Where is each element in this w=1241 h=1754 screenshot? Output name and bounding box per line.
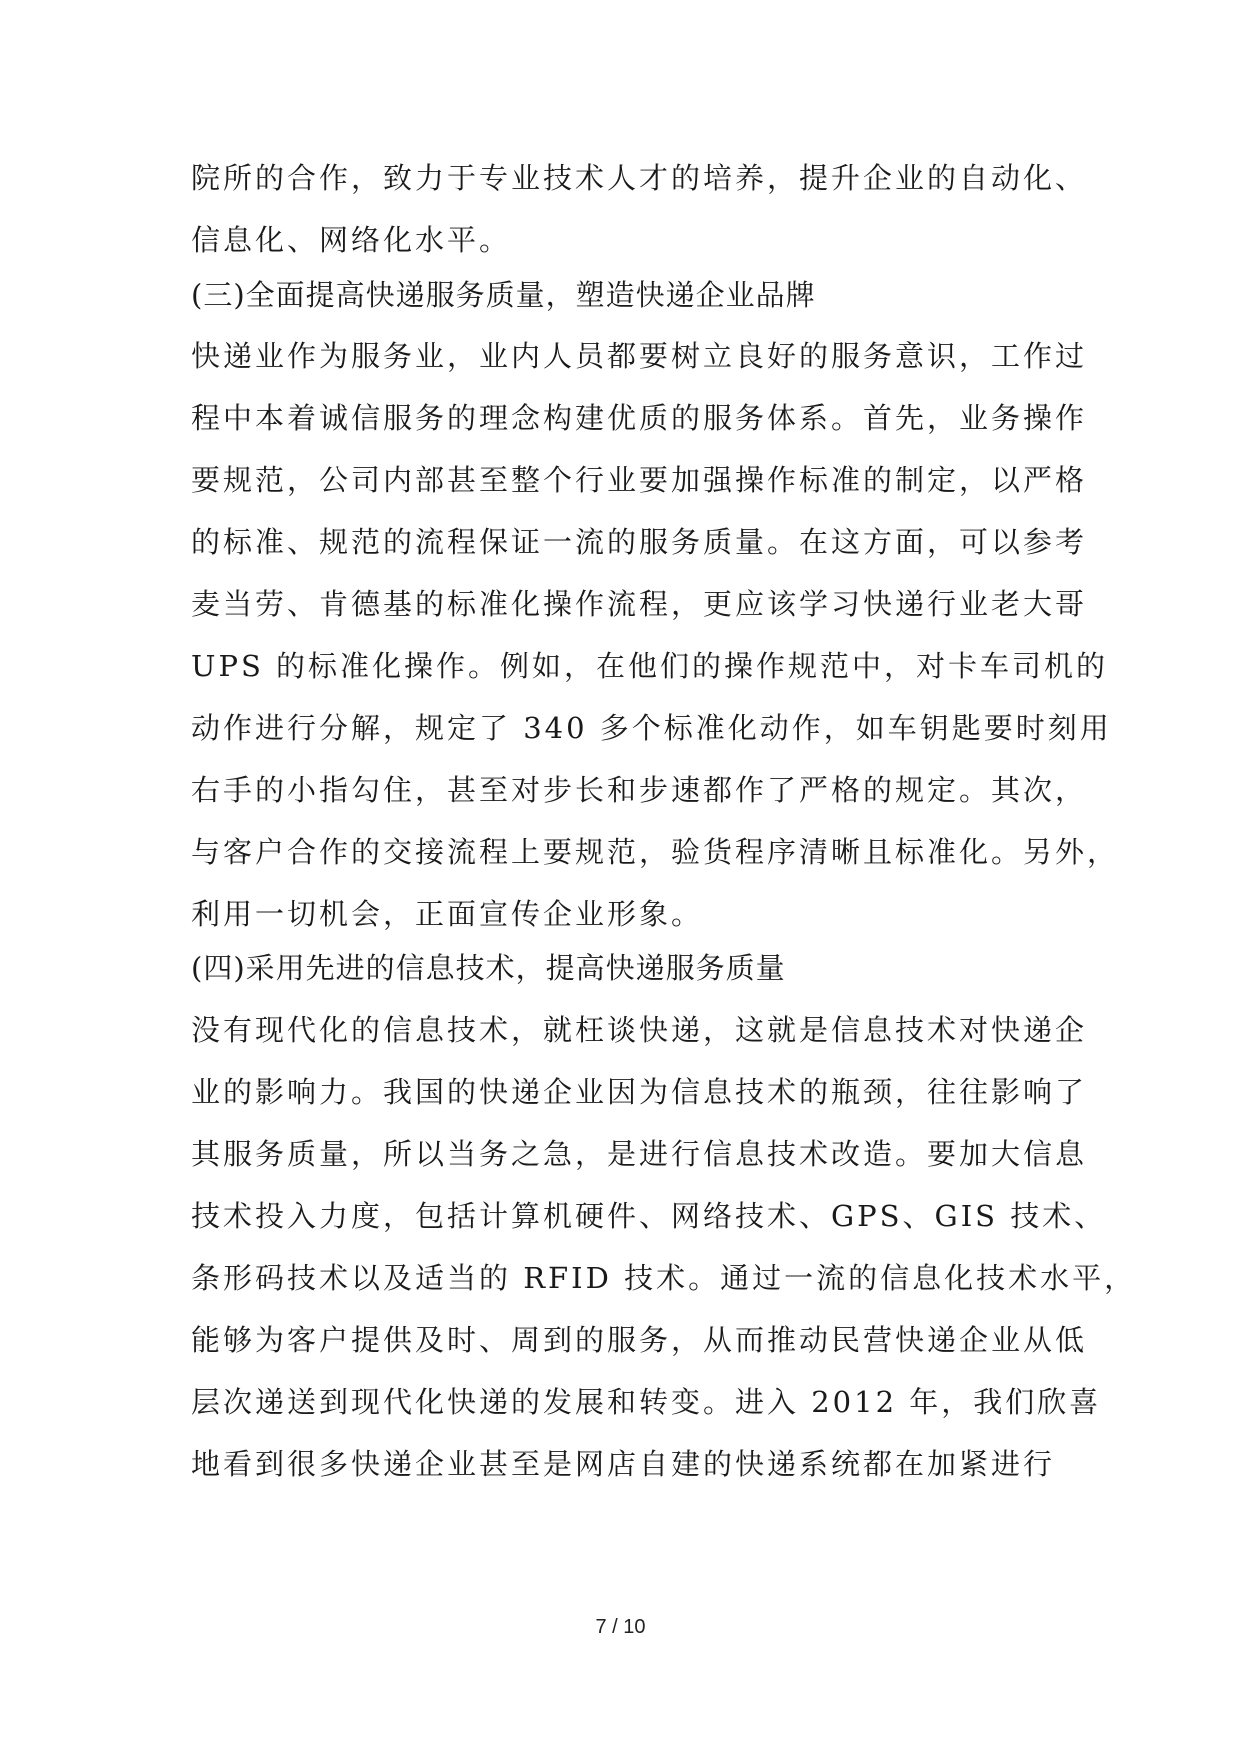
page-number: 7 / 10 (595, 1616, 646, 1638)
text-line: 其服务质量，所以当务之急，是进行信息技术改造。要加大信息 (191, 1137, 1088, 1171)
text-line: 层次递送到现代化快递的发展和转变。进入 2012 年，我们欣喜 (191, 1385, 1102, 1419)
section-heading-3: (三)全面提高快递服务质量，塑造快递企业品牌 (191, 278, 816, 312)
text-line: UPS 的标准化操作。例如，在他们的操作规范中，对卡车司机的 (191, 649, 1109, 683)
text-line: 快递业作为服务业，业内人员都要树立良好的服务意识，工作过 (191, 339, 1088, 373)
text-line: 程中本着诚信服务的理念构建优质的服务体系。首先，业务操作 (191, 401, 1088, 435)
text-line: 动作进行分解，规定了 340 多个标准化动作，如车钥匙要时刻用 (191, 711, 1112, 745)
text-line: 右手的小指勾住，甚至对步长和步速都作了严格的规定。其次， (191, 773, 1088, 807)
text-line: 的标准、规范的流程保证一流的服务质量。在这方面，可以参考 (191, 525, 1088, 559)
text-line: 地看到很多快递企业甚至是网店自建的快递系统都在加紧进行 (191, 1447, 1056, 1481)
text-line: 没有现代化的信息技术，就枉谈快递，这就是信息技术对快递企 (191, 1013, 1088, 1047)
text-line: 技术投入力度，包括计算机硬件、网络技术、GPS、GIS 技术、 (191, 1199, 1107, 1233)
text-line: 麦当劳、肯德基的标准化操作流程，更应该学习快递行业老大哥 (191, 587, 1088, 621)
text-line: 院所的合作，致力于专业技术人才的培养，提升企业的自动化、 (191, 161, 1088, 195)
text-line: 与客户合作的交接流程上要规范，验货程序清晰且标准化。另外， (191, 835, 1120, 869)
text-line: 条形码技术以及适当的 RFID 技术。通过一流的信息化技术水平， (191, 1261, 1137, 1295)
text-line: 要规范，公司内部甚至整个行业要加强操作标准的制定，以严格 (191, 463, 1088, 497)
text-line: 业的影响力。我国的快递企业因为信息技术的瓶颈，往往影响了 (191, 1075, 1088, 1109)
section-heading-4: (四)采用先进的信息技术，提高快递服务质量 (191, 951, 786, 985)
text-line: 利用一切机会，正面宣传企业形象。 (191, 897, 704, 931)
text-line: 能够为客户提供及时、周到的服务，从而推动民营快递企业从低 (191, 1323, 1088, 1357)
text-line: 信息化、网络化水平。 (191, 223, 512, 257)
